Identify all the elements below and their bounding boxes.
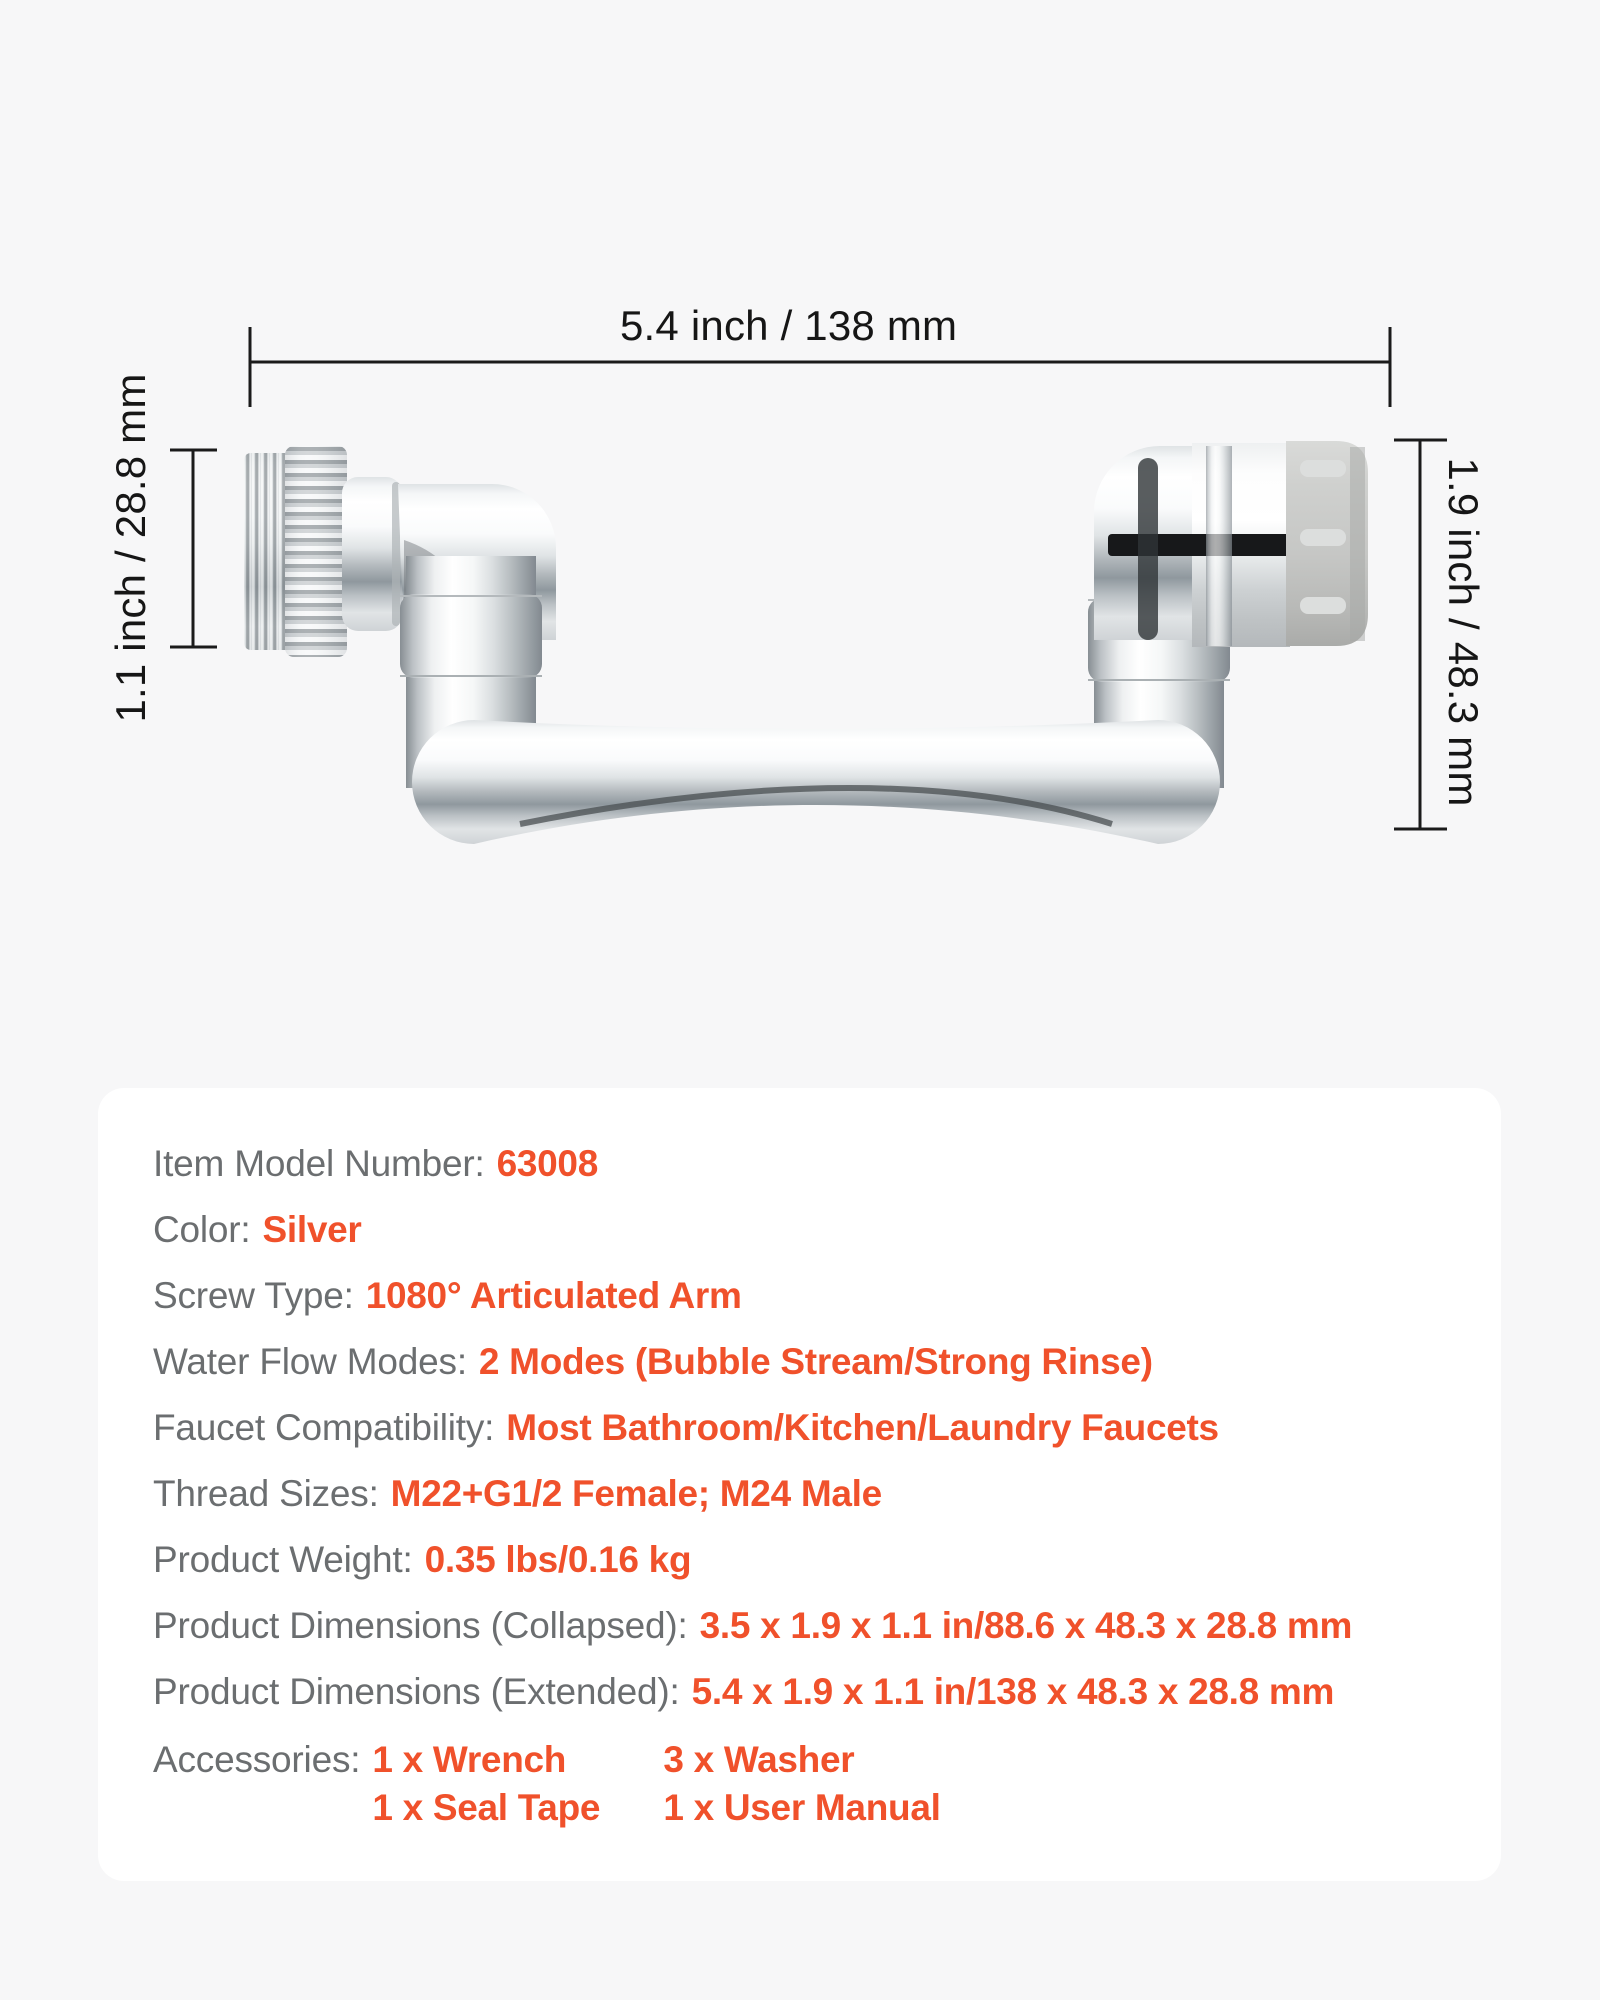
spec-label: Accessories:	[153, 1739, 361, 1780]
thread-connector	[244, 453, 292, 650]
knurled-ring	[285, 446, 347, 657]
spec-value: M22+G1/2 Female; M24 Male	[390, 1473, 882, 1514]
spec-row-compatibility	[153, 1406, 1219, 1450]
spec-row-color	[153, 1208, 362, 1252]
spec-label: Product Weight:	[153, 1539, 413, 1580]
collar-ring	[342, 477, 402, 631]
spec-row-screw-type	[153, 1274, 742, 1318]
spec-row-thread-sizes	[153, 1472, 882, 1516]
spec-value: 2 Modes (Bubble Stream/Strong Rinse)	[478, 1341, 1153, 1382]
spec-label: Screw Type:	[153, 1275, 354, 1316]
spec-value: 0.35 lbs/0.16 kg	[424, 1539, 692, 1580]
spec-value: 3.5 x 1.9 x 1.1 in/88.6 x 48.3 x 28.8 mm	[699, 1605, 1353, 1646]
spec-value: Silver	[262, 1209, 362, 1250]
aerator-groove	[1108, 534, 1290, 556]
spec-label: Product Dimensions (Collapsed):	[153, 1605, 688, 1646]
spec-value: 5.4 x 1.9 x 1.1 in/138 x 48.3 x 28.8 mm	[691, 1671, 1335, 1712]
dimension-label-height: 1.9 inch / 48.3 mm	[1440, 457, 1487, 807]
spec-label: Thread Sizes:	[153, 1473, 379, 1514]
dimension-label-diameter: 1.1 inch / 28.8 mm	[107, 373, 154, 723]
spec-label: Item Model Number:	[153, 1143, 485, 1184]
spec-label: Color:	[153, 1209, 251, 1250]
spec-value: 63008	[496, 1143, 598, 1184]
accessory-item: 3 x Washer	[663, 1739, 855, 1780]
spec-value: Most Bathroom/Kitchen/Laundry Faucets	[506, 1407, 1219, 1448]
spec-row-dimensions-extended	[153, 1670, 1334, 1714]
spec-label: Water Flow Modes:	[153, 1341, 467, 1382]
spec-value: 1080° Articulated Arm	[365, 1275, 742, 1316]
dimension-label-width: 5.4 inch / 138 mm	[620, 302, 958, 349]
spec-row-model	[153, 1142, 598, 1186]
spec-row-flow-modes	[153, 1340, 1153, 1384]
spray-cap	[1286, 441, 1368, 646]
spec-row-dimensions-collapsed	[153, 1604, 1352, 1648]
swivel-arm	[412, 720, 1220, 844]
spec-row-weight	[153, 1538, 691, 1582]
accessory-item: 1 x User Manual	[663, 1787, 941, 1828]
spec-card	[98, 1088, 1501, 1881]
spec-label: Product Dimensions (Extended):	[153, 1671, 680, 1712]
dimension-line-diameter	[170, 450, 217, 647]
accessory-item: 1 x Wrench	[372, 1739, 567, 1780]
spec-label: Faucet Compatibility:	[153, 1407, 495, 1448]
accessories-grid	[372, 1736, 940, 1832]
spec-row-accessories	[153, 1736, 941, 1832]
accessory-item: 1 x Seal Tape	[372, 1787, 601, 1828]
